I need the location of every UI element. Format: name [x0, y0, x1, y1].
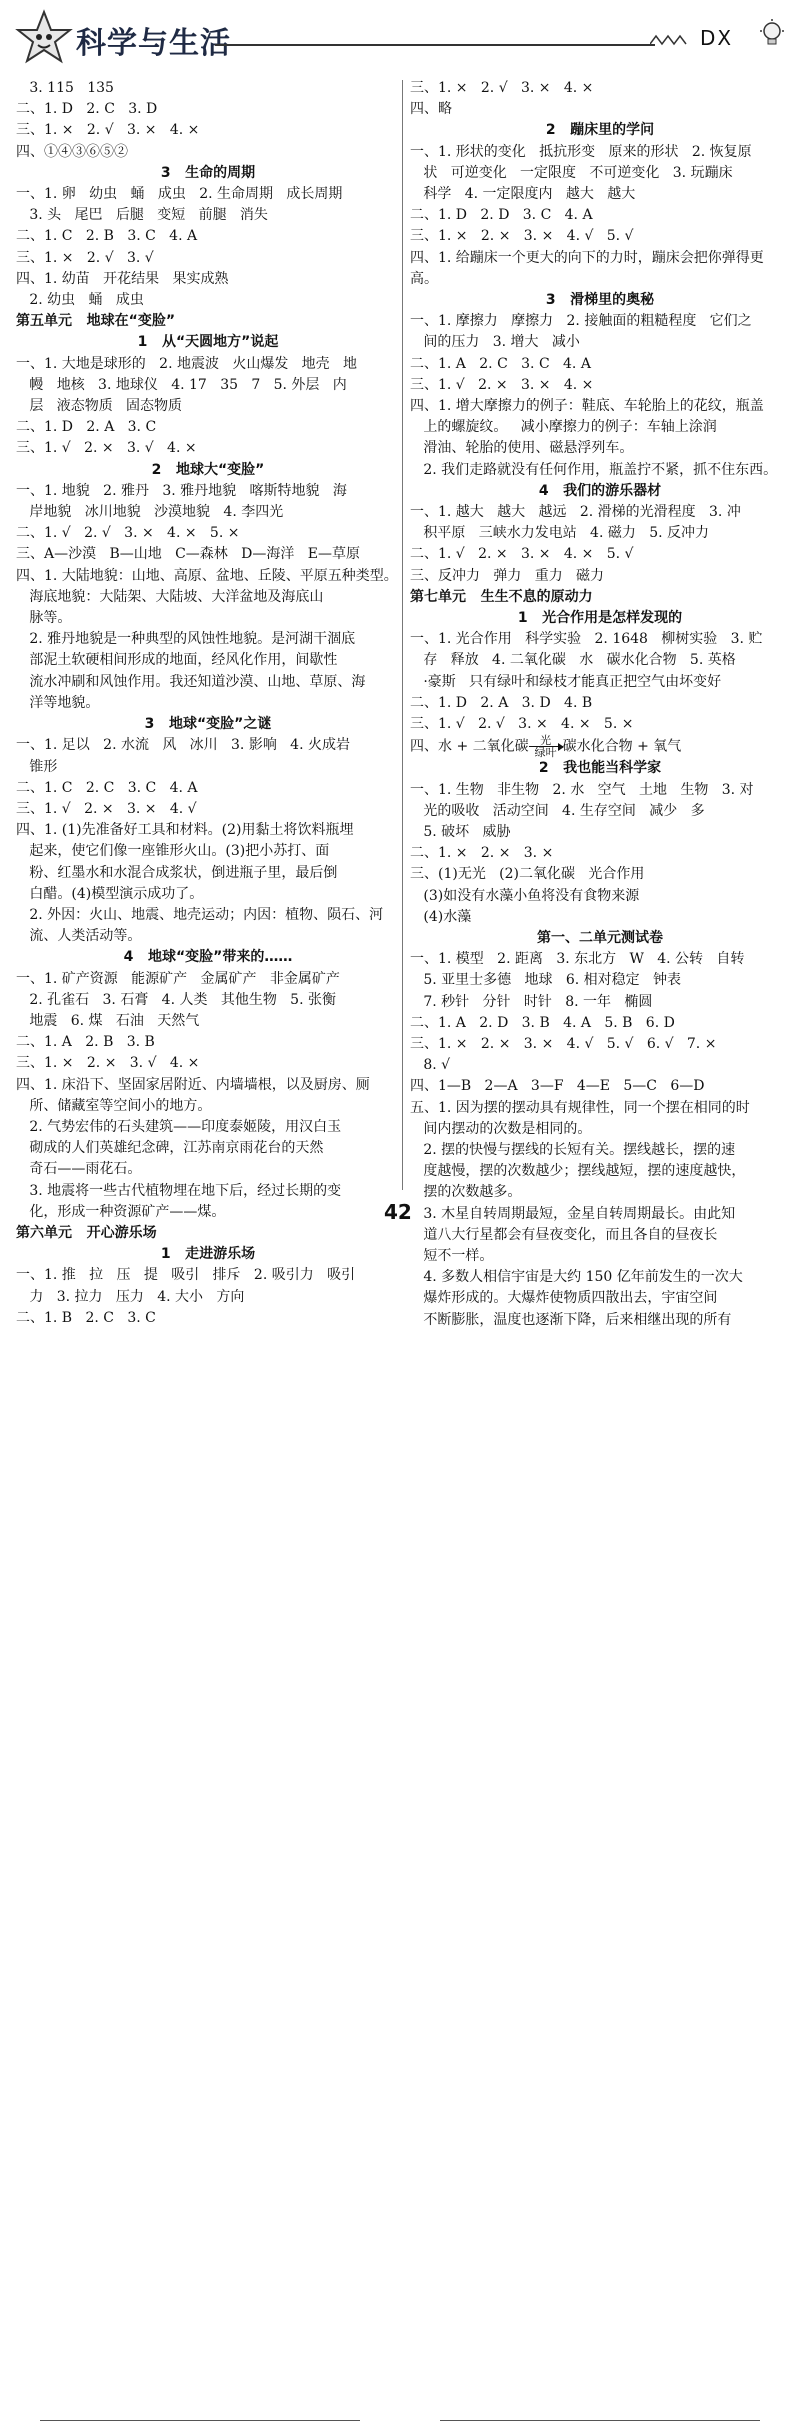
answer-line: 一、1. 地貌 2. 雅丹 3. 雅丹地貌 喀斯特地貌 海: [16, 482, 347, 499]
answer-line: 一、1. 推 拉 压 提 吸引 排斥 2. 吸引力 吸引: [16, 1267, 356, 1284]
section-heading: 4 地球“变脸”带来的……: [123, 949, 293, 966]
formula-products: 碳水化合物 + 氧气: [562, 738, 682, 755]
answer-line: 二、1. √ 2. √ 3. × 4. × 5. ×: [16, 525, 240, 542]
answer-line: 三、1. √ 2. × 3. √ 4. ×: [16, 440, 197, 457]
answer-line: 二、1. √ 2. × 3. × 4. × 5. √: [410, 546, 634, 563]
answer-line: 脉等。: [16, 610, 72, 627]
answer-line: 地震 6. 煤 石油 天然气: [16, 1012, 200, 1029]
answer-line: 所、储藏室等空间小的地方。: [16, 1097, 212, 1114]
section-heading: 第一、二单元测试卷: [537, 929, 663, 946]
left-column: [16, 78, 400, 1329]
column-divider: [402, 80, 403, 1190]
answer-line: 一、1. 越大 越大 越远 2. 滑梯的光滑程度 3. 冲: [410, 504, 741, 521]
answer-line: 二、1. C 2. B 3. C 4. A: [16, 228, 198, 245]
answer-line: 奇石——雨花石。: [16, 1161, 142, 1178]
page-header: [0, 0, 800, 70]
answer-line: 2. 我们走路就没有任何作用，瓶盖拧不紧，抓不住东西。: [410, 461, 778, 478]
photosynthesis-formula: [410, 735, 790, 758]
answer-line: 一、1. 矿产资源 能源矿产 金属矿产 非金属矿产: [16, 970, 340, 987]
page-number: 42: [384, 1200, 412, 1224]
answer-line: 砌成的人们英雄纪念碑，江苏南京雨花台的天然: [16, 1140, 324, 1157]
answer-line: 一、1. 光合作用 科学实验 2. 1648 柳树实验 3. 贮: [410, 631, 763, 648]
answer-line: 3. 头 尾巴 后腿 变短 前腿 消失: [16, 207, 268, 224]
answer-line: 三、1. × 2. √ 3. × 4. ×: [16, 122, 200, 139]
zigzag-decoration-icon: [650, 30, 690, 50]
answer-line: 层 液态物质 固态物质: [16, 398, 183, 415]
answer-line: 幔 地核 3. 地球仪 4. 17 35 7 5. 外层 内: [16, 376, 347, 393]
answer-line: 一、1. 卵 幼虫 蛹 成虫 2. 生命周期 成长周期: [16, 186, 343, 203]
answer-line: 四、1. 大陆地貌：山地、高原、盆地、丘陵、平原五种类型。: [16, 567, 398, 584]
answer-line: 力 3. 拉力 压力 4. 大小 方向: [16, 1288, 245, 1305]
answer-line: 五、1. 因为摆的摆动具有规律性，同一个摆在相同的时: [410, 1099, 750, 1116]
answer-line: 科学 4. 一定限度内 越大 越大: [410, 186, 636, 203]
answer-line: 间内摆动的次数是相同的。: [410, 1120, 592, 1137]
answer-line: 二、1. D 2. D 3. C 4. A: [410, 207, 593, 224]
answer-line: (4)水藻: [410, 908, 472, 925]
section-heading: 4 我们的游乐器材: [538, 482, 662, 499]
answer-line: 三、(1)无光 (2)二氧化碳 光合作用: [410, 866, 645, 883]
answer-line: 状 可逆变化 一定限度 不可逆变化 3. 玩蹦床: [410, 164, 733, 181]
answer-line: 粉、红墨水和水混合成浆状，倒进瓶子里，最后倒: [16, 864, 338, 881]
answer-line: ·豪斯 只有绿叶和绿枝才能真正把空气由坏变好: [410, 673, 722, 690]
section-heading: 1 从“天圆地方”说起: [137, 334, 279, 351]
answer-line: 一、1. 生物 非生物 2. 水 空气 土地 生物 3. 对: [410, 781, 754, 798]
edition-code: DX: [700, 26, 734, 50]
arrow-condition-leaf: 绿叶: [534, 746, 557, 760]
formula-reactants: 四、水 + 二氧化碳: [410, 738, 529, 755]
answer-line: 二、1. D 2. A 3. C: [16, 419, 157, 436]
answer-line: 三、1. × 2. × 3. √ 4. ×: [16, 1055, 200, 1072]
unit-heading: 第六单元 开心游乐场: [16, 1224, 157, 1241]
answer-line: 起来，使它们像一座锥形火山。(3)把小苏打、面: [16, 843, 330, 860]
answer-line: 流、人类活动等。: [16, 928, 142, 945]
answer-line: 7. 秒针 分针 时针 8. 一年 椭圆: [410, 993, 653, 1010]
answer-line: 白醋。(4)模型演示成功了。: [16, 885, 204, 902]
right-column: [410, 78, 790, 1331]
answer-line: 四、1. 增大摩擦力的例子：鞋底、车轮胎上的花纹，瓶盖: [410, 398, 764, 415]
answer-line: 三、1. × 2. √ 3. × 4. ×: [410, 80, 594, 96]
answer-line: 滑油、轮胎的使用、磁悬浮列车。: [410, 440, 634, 457]
answer-line: 二、1. D 2. A 3. D 4. B: [410, 694, 593, 711]
answer-line: 三、1. √ 2. × 3. × 4. ×: [410, 376, 594, 393]
reaction-arrow: [529, 735, 563, 758]
answer-line: 流水冲刷和风蚀作用。我还知道沙漠、山地、草原、海: [16, 673, 366, 690]
section-heading: 3 地球“变脸”之谜: [144, 716, 272, 733]
answer-line: 3. 地震将一些古代植物埋在地下后，经过长期的变: [16, 1182, 342, 1199]
lightbulb-icon: [756, 18, 788, 50]
answer-line: 度越慢，摆的次数越少；摆线越短，摆的速度越快，: [410, 1163, 746, 1180]
arrow-condition-light: 光: [540, 734, 552, 748]
section-heading: 3 生命的周期: [160, 164, 256, 181]
star-mascot-icon: [14, 8, 74, 68]
answer-line: 2. 雅丹地貌是一种典型的风蚀性地貌。是河湖干涸底: [16, 631, 356, 648]
answer-line: 岸地貌 冰川地貌 沙漠地貌 4. 李四光: [16, 504, 284, 521]
section-heading: 2 蹦床里的学问: [545, 122, 655, 139]
answer-line: 部泥土软硬相间形成的地面，经风化作用，间歇性: [16, 652, 338, 669]
answer-line: 化，形成一种资源矿产——煤。: [16, 1203, 226, 1220]
answer-line: 三、1. √ 2. × 3. × 4. √: [16, 800, 197, 817]
answer-line: 一、1. 摩擦力 摩擦力 2. 接触面的粗糙程度 它们之: [410, 313, 752, 330]
answer-line: 8. √: [410, 1057, 451, 1074]
section-heading: 1 光合作用是怎样发现的: [517, 610, 683, 627]
answer-line: 四、略: [410, 101, 452, 118]
answer-line: 2. 摆的快慢与摆线的长短有关。摆线越长，摆的速: [410, 1141, 736, 1158]
unit-heading: 第五单元 地球在“变脸”: [16, 313, 176, 330]
answer-line: 二、1. D 2. C 3. D: [16, 101, 158, 118]
answer-line: 间的压力 3. 增大 减小: [410, 334, 580, 351]
answer-line: 3. 115 135: [16, 80, 114, 96]
header-rule: [215, 44, 655, 46]
answer-line: 5. 亚里士多德 地球 6. 相对稳定 钟表: [410, 972, 682, 989]
answer-line: 二、1. A 2. C 3. C 4. A: [410, 355, 591, 372]
answer-line: 3. 木星自转周期最短，金星自转周期最长。由此知: [410, 1205, 736, 1222]
arrow-line: [529, 746, 563, 747]
section-heading: 2 我也能当科学家: [538, 760, 662, 777]
answer-line: 2. 孔雀石 3. 石膏 4. 人类 其他生物 5. 张衡: [16, 991, 336, 1008]
answer-line: 三、反冲力 弹力 重力 磁力: [410, 567, 605, 584]
answer-line: 四、1. 幼苗 开花结果 果实成熟: [16, 270, 229, 287]
answer-line: 一、1. 模型 2. 距离 3. 东北方 W 4. 公转 自转: [410, 951, 745, 968]
answer-line: 道八大行星都会有昼夜变化，而且各自的昼夜长: [410, 1226, 718, 1243]
answer-line: 2. 气势宏伟的石头建筑——印度泰姬陵，用汉白玉: [16, 1118, 342, 1135]
answer-line: 二、1. A 2. D 3. B 4. A 5. B 6. D: [410, 1014, 675, 1031]
answer-line: 二、1. A 2. B 3. B: [16, 1034, 155, 1051]
answer-line: 四、1. (1)先准备好工具和材料。(2)用黏土将饮料瓶埋: [16, 822, 354, 839]
book-title: 科学与生活: [76, 26, 231, 61]
answer-line: 5. 破坏 威胁: [410, 823, 511, 840]
section-heading: 2 地球大“变脸”: [151, 461, 265, 478]
answer-line: 光的吸收 活动空间 4. 生存空间 减少 多: [410, 802, 705, 819]
answer-line: 四、1—B 2—A 3—F 4—E 5—C 6—D: [410, 1078, 705, 1095]
answer-line: 四、1. 床沿下、坚固家居附近、内墙墙根，以及厨房、厕: [16, 1076, 370, 1093]
answer-line: 二、1. × 2. × 3. ×: [410, 845, 554, 862]
section-heading: 3 滑梯里的奥秘: [545, 292, 655, 309]
answer-line: 2. 外因：火山、地震、地壳运动；内因：植物、陨石、河: [16, 906, 384, 923]
answer-line: 积平原 三峡水力发电站 4. 磁力 5. 反冲力: [410, 525, 710, 542]
answer-line: 2. 幼虫 蛹 成虫: [16, 292, 144, 309]
answer-line: 一、1. 足以 2. 水流 风 冰川 3. 影响 4. 火成岩: [16, 737, 350, 754]
answer-line: 上的螺旋纹。 减小摩擦力的例子：车轴上涂润: [410, 419, 717, 436]
answer-line: 二、1. C 2. C 3. C 4. A: [16, 779, 198, 796]
answer-line: 三、A—沙漠 B—山地 C—森林 D—海洋 E—草原: [16, 546, 360, 563]
answer-line: 锥形: [16, 758, 58, 775]
answer-line: 洋等地貌。: [16, 694, 100, 711]
answer-line: 摆的次数越多。: [410, 1184, 522, 1201]
answer-line: 短不一样。: [410, 1247, 494, 1264]
answer-line: 存 释放 4. 二氧化碳 水 碳水化合物 5. 英格: [410, 652, 736, 669]
answer-line: 爆炸形成的。大爆炸使物质四散出去，宇宙空间: [410, 1290, 718, 1307]
answer-line: 三、1. × 2. √ 3. √: [16, 249, 154, 266]
answer-line: 三、1. × 2. × 3. × 4. √ 5. √: [410, 228, 634, 245]
answer-line: 一、1. 大地是球形的 2. 地震波 火山爆发 地壳 地: [16, 355, 358, 372]
answer-line: 三、1. √ 2. √ 3. × 4. × 5. ×: [410, 716, 634, 733]
answer-line: 三、1. × 2. × 3. × 4. √ 5. √ 6. √ 7. ×: [410, 1035, 717, 1052]
answer-line: 四、1. 给蹦床一个更大的向下的力时，蹦床会把你弹得更高。: [410, 249, 764, 287]
unit-heading: 第七单元 生生不息的原动力: [410, 588, 593, 605]
answer-line: 四、①④③⑥⑤②: [16, 143, 128, 160]
answer-line: 二、1. B 2. C 3. C: [16, 1309, 156, 1326]
answer-line: 不断膨胀，温度也逐渐下降，后来相继出现的所有: [410, 1311, 732, 1328]
answer-line: 一、1. 形状的变化 抵抗形变 原来的形状 2. 恢复原: [410, 143, 752, 160]
answer-line: 4. 多数人相信宇宙是大约 150 亿年前发生的一次大: [410, 1269, 743, 1286]
section-heading: 1 走进游乐场: [160, 1246, 256, 1263]
answer-line: 海底地貌：大陆架、大陆坡、大洋盆地及海底山: [16, 588, 324, 605]
answer-line: (3)如没有水藻小鱼将没有食物来源: [410, 887, 640, 904]
